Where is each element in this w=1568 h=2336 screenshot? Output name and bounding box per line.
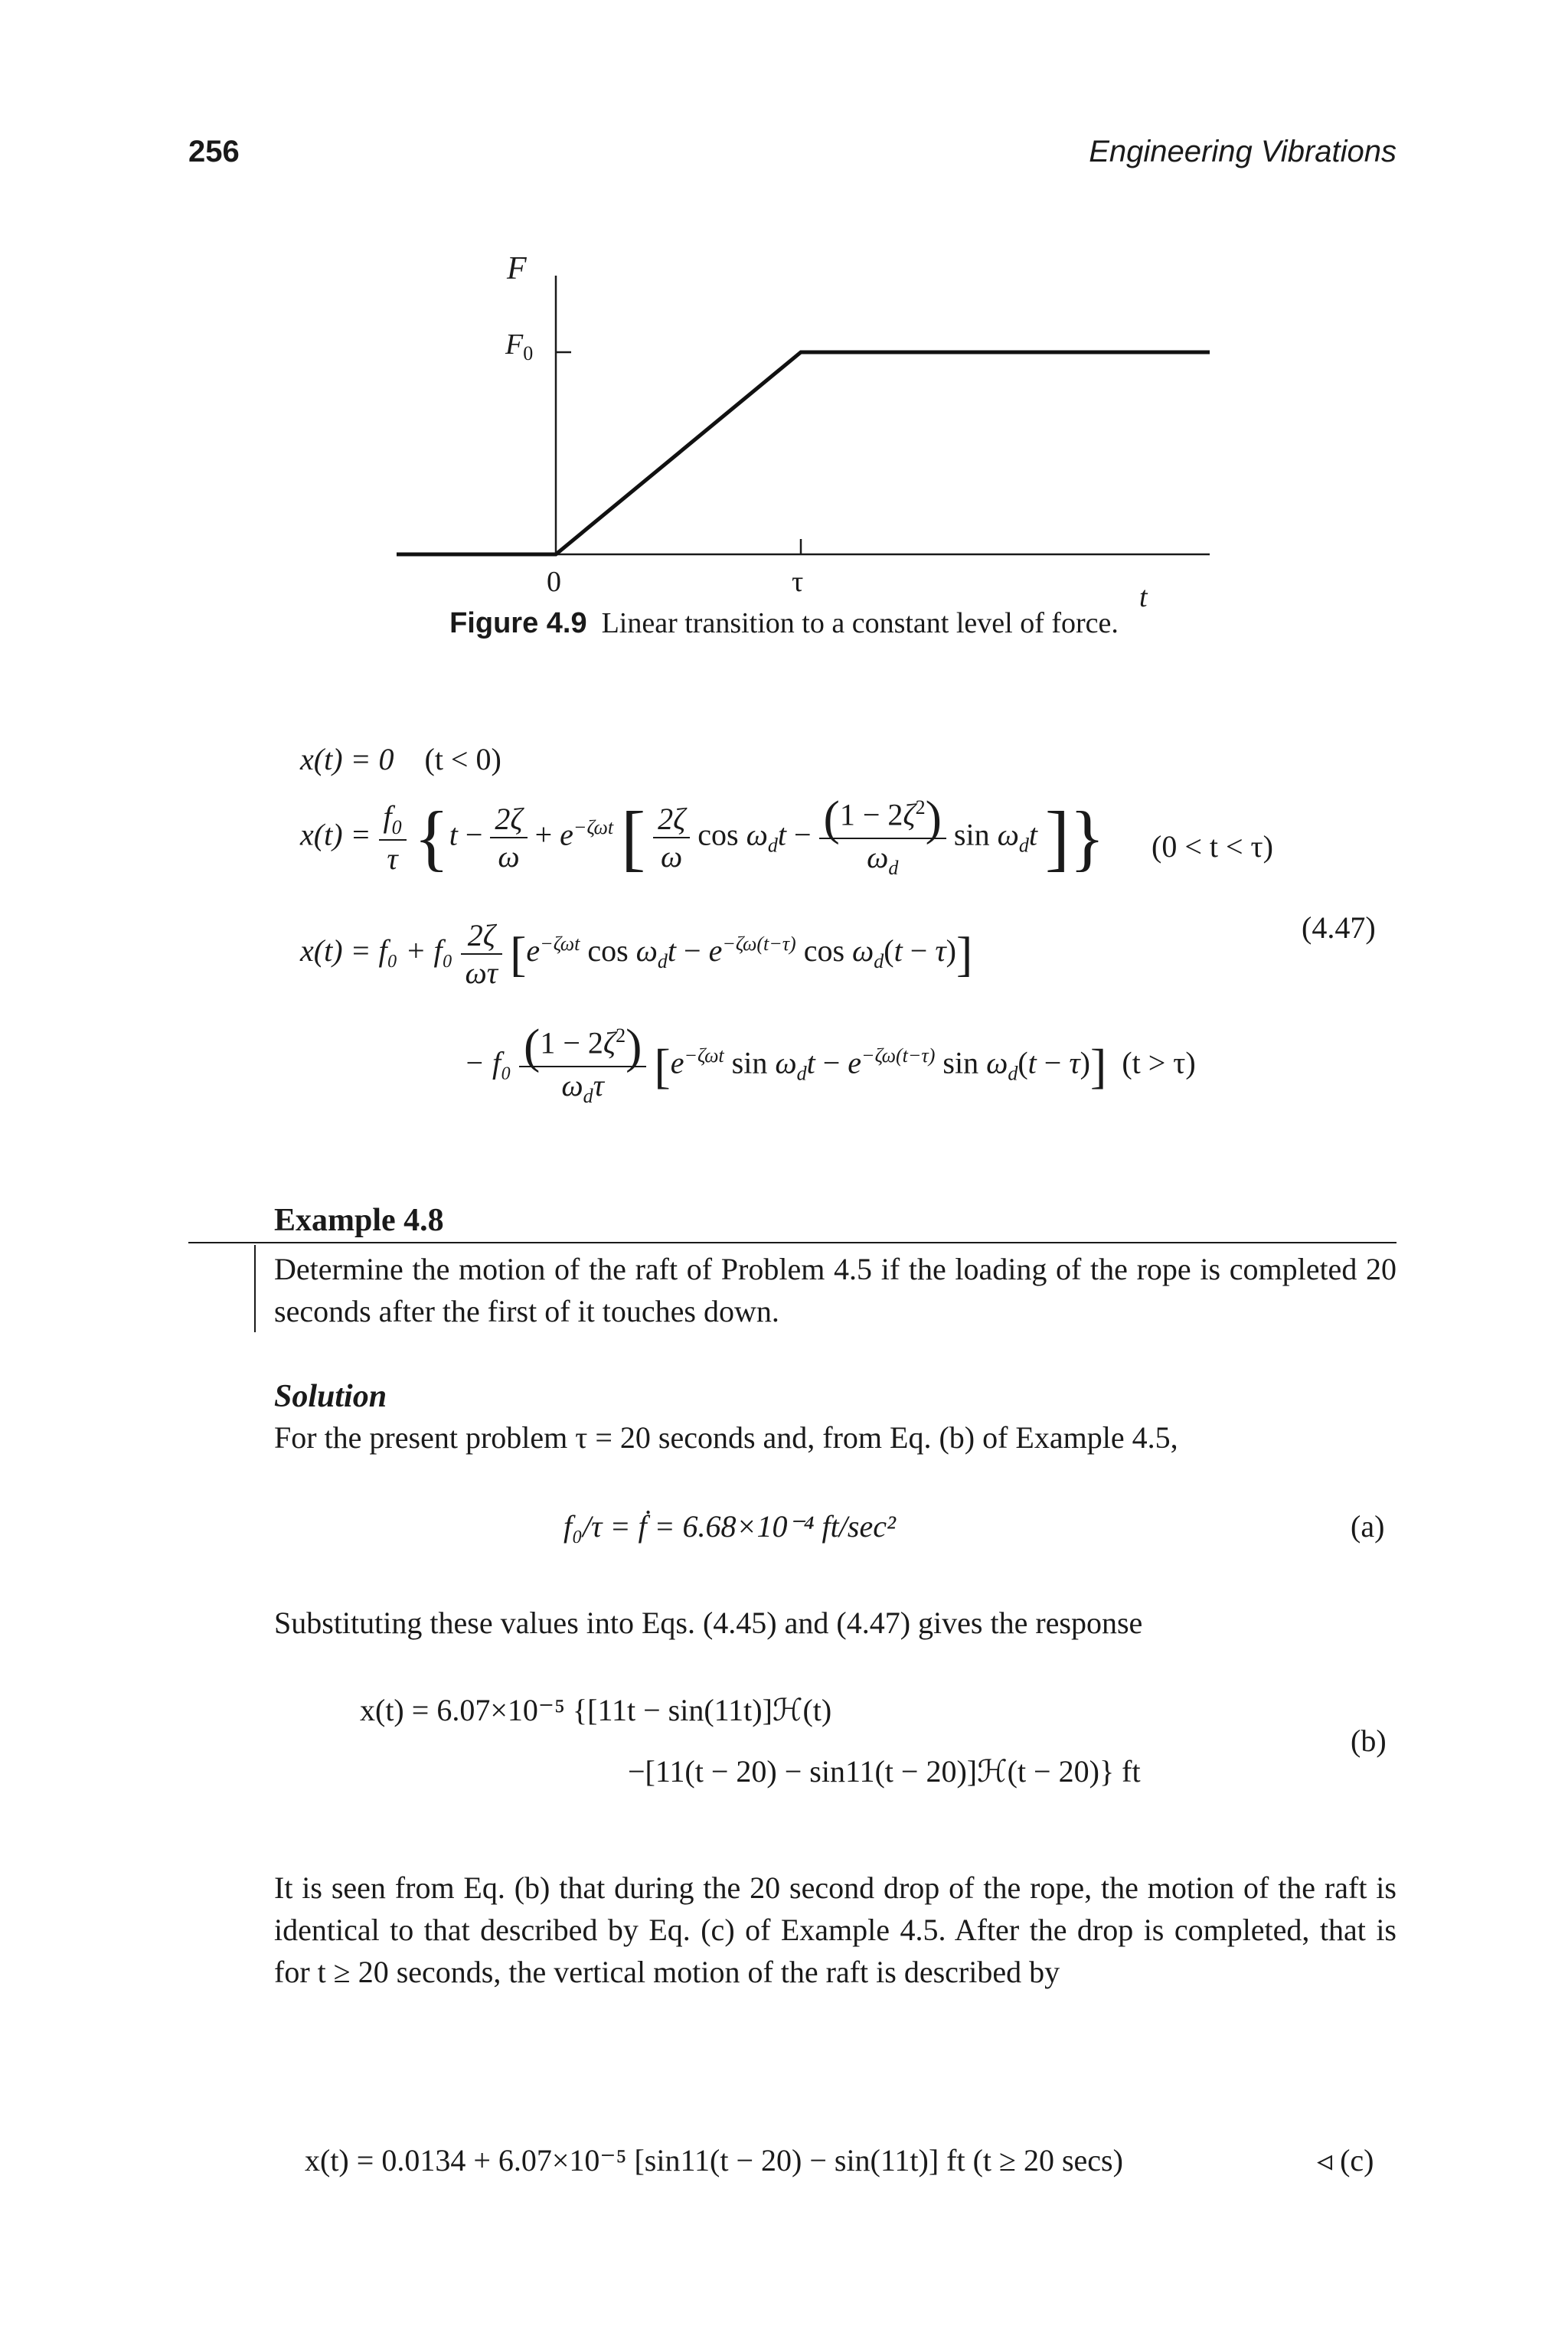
eq-4-47-line1: x(t) = 0 (t < 0) (300, 742, 501, 776)
force-curve (397, 352, 1210, 554)
running-title: Engineering Vibrations (1089, 135, 1396, 168)
figure-caption (0, 606, 1568, 640)
eq-4-47-cond2: (0 < t < τ) (1152, 829, 1273, 864)
equation-c: x(t) = 0.0134 + 6.07×10⁻⁵ [sin11(t − 20) − sin(11t)] ft (t ≥ 20 secs) (305, 2143, 1123, 2178)
example-rule (188, 1242, 1396, 1243)
equation-a: f₀/τ = ḟ = 6.68×10⁻⁴ ft/sec² (564, 1509, 896, 1544)
y-tick-label: $F_0$ (505, 328, 534, 364)
equation-b-number: (b) (1351, 1723, 1387, 1758)
solution-heading: Solution (274, 1379, 387, 1414)
equation-b-line2: −[11(t − 20) − sin11(t − 20)]ℋ(t − 20)} ft (628, 1754, 1141, 1789)
equation-a-number: (a) (1351, 1509, 1385, 1544)
y-axis-label: F (507, 251, 527, 286)
solution-paragraph-1: For the present problem τ = 20 seconds and, from Eq. (b) of Example 4.5, (274, 1420, 1178, 1455)
example-bar (254, 1245, 256, 1332)
equation-c-number: ◃ (c) (1317, 2143, 1374, 2178)
eq-4-47-line2: x(t) = $\frac{f_0}{\tau}$ {t − $\frac{2\zeta}{\omega}$ + $e^{-\zeta\omega t}$ [ $\frac{2\zeta}{\omega}$ $\cos \omega_dt$ − $\frac{(1 - 2\zeta^2)}{\omega_d}$ $\sin \omega_dt$ ]} (300, 790, 1106, 879)
page-number: 256 (188, 135, 240, 168)
caption-label: Figure 4.9 (449, 607, 587, 639)
x-tick-zero: 0 (547, 566, 561, 598)
eq-4-47-line4: − f₀ $\frac{(1 - 2\zeta^2)}{\omega_d\tau}$ [$e^{-\zeta\omega t}$ $\sin \omega_dt - e^{-\zeta\omega(t-\tau)}$ $\sin \omega_d(t - \tau)$] (t > τ) (464, 1018, 1196, 1107)
eq-4-47-number: (4.47) (1302, 910, 1376, 945)
solution-paragraph-3: It is seen from Eq. (b) that during the 20 second drop of the rope, the motion of the raft is identical to that described by Eq. (c) of Example 4.5. After the drop is completed, that is for t ≥ 20 seconds, the vertical motion of the raft is described by (274, 1870, 1396, 1989)
example-heading: Example 4.8 (274, 1203, 444, 1238)
equation-b-line1: x(t) = 6.07×10⁻⁵ {[11t − sin(11t)]ℋ(t) (360, 1693, 832, 1727)
caption-text: Linear transition to a constant level of force. (601, 607, 1119, 639)
x-axis-label: t (1139, 581, 1148, 613)
eq-4-47-line3: x(t) = f₀ + f₀ $\frac{2\zeta}{\omega\tau}$ [$e^{-\zeta\omega t}$ $\cos \omega_dt - e^{-\zeta\omega(t-\tau)}$ $\cos \omega_d(t - \tau)$] (300, 918, 973, 990)
solution-paragraph-2: Substituting these values into Eqs. (4.45) and (4.47) gives the response (274, 1606, 1143, 1640)
x-tick-tau-label: τ (792, 566, 804, 598)
example-statement: Determine the motion of the raft of Problem 4.5 if the loading of the rope is completed 20 seconds after the first of it touches down. (274, 1252, 1396, 1328)
